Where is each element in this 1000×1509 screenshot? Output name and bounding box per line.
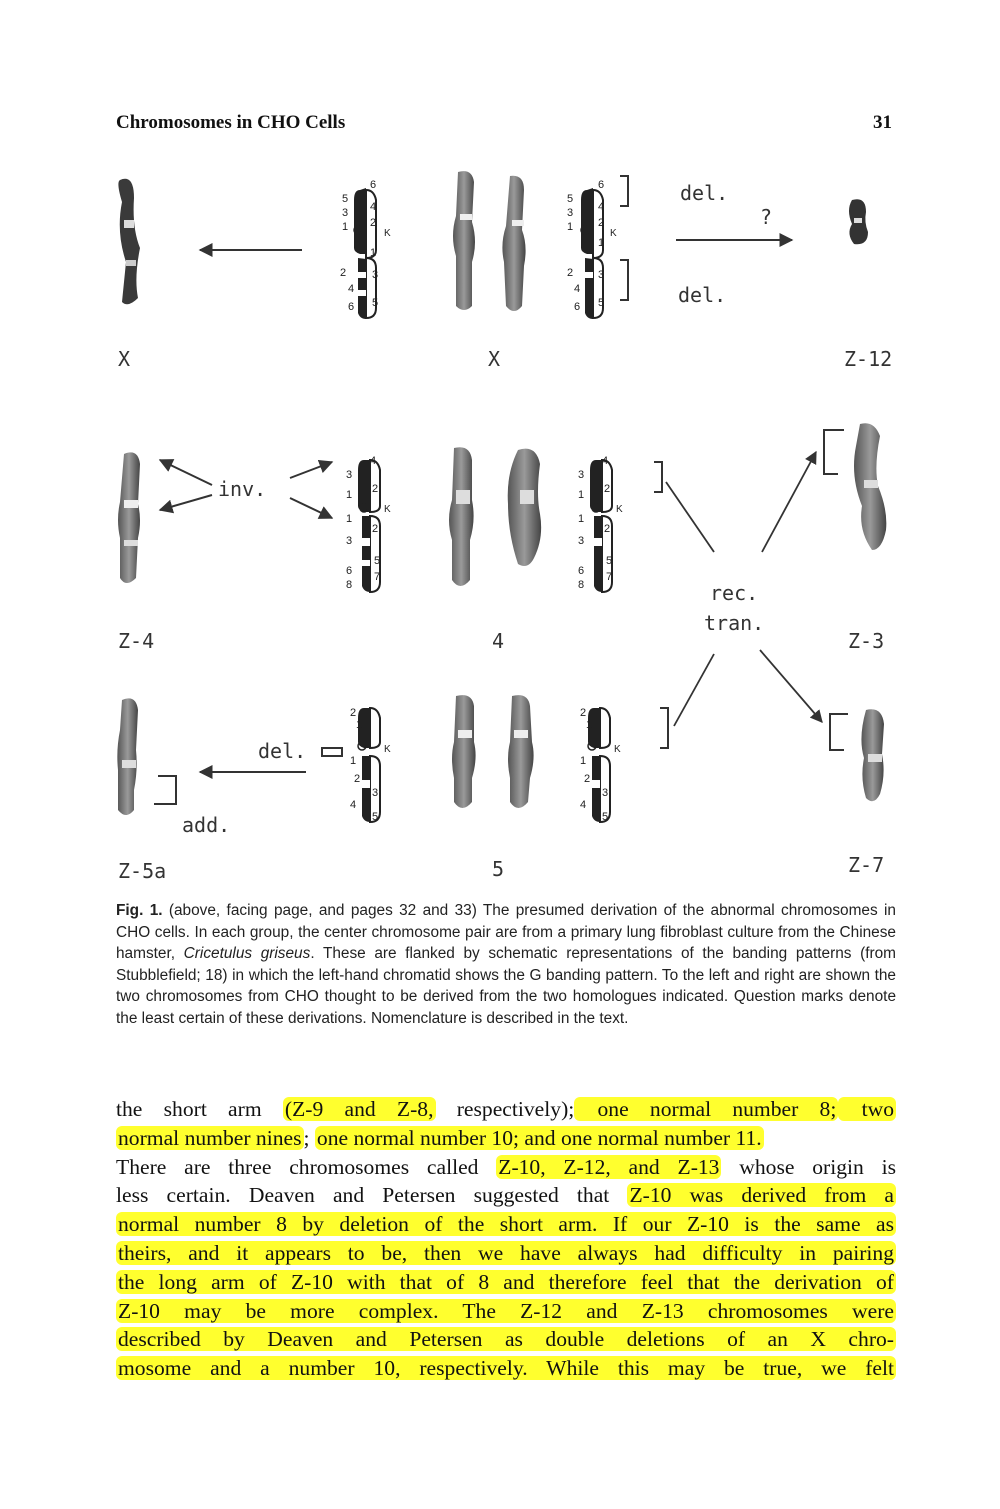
band-num: 1 xyxy=(567,221,574,233)
highlight: theirs, and it appears to be, then we have always had difficulty in pairing xyxy=(118,1240,894,1265)
band-num: K xyxy=(384,744,391,755)
chromosome-photo-z3 xyxy=(854,423,886,550)
annotation-del-top: del. xyxy=(680,181,729,205)
band-num: 6 xyxy=(598,179,605,191)
band-num: 1 xyxy=(370,247,377,259)
highlight: described by Deaven and Petersen as double deletions of an X chro- xyxy=(118,1327,894,1352)
body-line-3 xyxy=(116,1153,896,1182)
row-1-left-label: X xyxy=(118,347,131,371)
band-num: 6 xyxy=(578,565,585,577)
annotation-inv: inv. xyxy=(218,477,267,501)
band-num: 1 xyxy=(586,719,593,731)
highlight: Z-10 was derived from a xyxy=(629,1183,894,1208)
band-schematic-4-2 xyxy=(578,455,662,592)
arrow xyxy=(762,452,816,552)
band-num: 3 xyxy=(346,469,353,481)
question-mark: ? xyxy=(760,205,773,229)
band-schematic-x-1 xyxy=(340,179,391,319)
chromosome-photo-z4 xyxy=(118,452,140,583)
highlight: normal number nines xyxy=(118,1125,302,1150)
highlight: (Z-9 and Z-8, xyxy=(284,1097,434,1121)
caption-text-2: . These are flanked by schematic representations of the banding patterns (from Stubblefield; 18) in which the left-hand chromatid shows the G banding pattern. To the left and right are shown the two chromosomes from CHO thought to be derived from the two homologues indicated. Question marks denote the least certain of these derivations. Nomenclature is described in the text. xyxy=(116,945,896,1027)
band-num: 4 xyxy=(370,455,377,467)
row-1 xyxy=(118,171,892,371)
band-num: 2 xyxy=(584,773,591,785)
band-num: 5 xyxy=(598,297,605,309)
band-num: 3 xyxy=(602,787,609,799)
chromosome-photo-x-left xyxy=(118,179,140,304)
row-1-center-label: X xyxy=(488,347,501,371)
text-run: whose origin is xyxy=(721,1154,896,1179)
band-num: 7 xyxy=(374,571,381,583)
arrow xyxy=(160,495,212,510)
band-num: 2 xyxy=(354,773,361,785)
band-num: 4 xyxy=(574,283,581,295)
band-num: K xyxy=(610,228,617,239)
chromosome-photo-z5a xyxy=(117,698,138,815)
line xyxy=(666,482,714,552)
body-line-8 xyxy=(116,1297,896,1326)
band-num: 5 xyxy=(606,555,613,567)
band-num: 3 xyxy=(342,207,349,219)
text-run: ; xyxy=(303,1125,315,1150)
band-num: 1 xyxy=(346,513,353,525)
band-num: 3 xyxy=(578,535,585,547)
row-3-left-label: Z-5a xyxy=(118,859,167,883)
band-num: 5 xyxy=(372,297,379,309)
caption-species: Cricetulus griseus xyxy=(183,945,311,962)
highlight: mosome and a number 10, respectively. While this may be true, we felt xyxy=(118,1356,894,1381)
highlight: Z-10 may be more complex. The Z-12 and Z-13 chromosomes were xyxy=(118,1298,894,1323)
page-number: 31 xyxy=(873,112,892,133)
row-2-right-label: Z-3 xyxy=(848,629,885,653)
band-schematic-5-1 xyxy=(350,707,391,823)
band-num: 6 xyxy=(370,179,377,191)
running-title: Chromosomes in CHO Cells xyxy=(116,112,346,133)
band-num: 7 xyxy=(606,571,613,583)
body-line-2 xyxy=(116,1124,896,1153)
band-num: K xyxy=(384,228,391,239)
band-num: 4 xyxy=(598,201,605,213)
band-num: 4 xyxy=(350,799,357,811)
band-num: 4 xyxy=(602,455,609,467)
band-num: 1 xyxy=(580,755,587,767)
band-num: 5 xyxy=(374,555,381,567)
band-num: 1 xyxy=(598,237,605,249)
band-num: 8 xyxy=(346,579,353,591)
band-num: 6 xyxy=(348,301,355,313)
body-line-5 xyxy=(116,1210,896,1239)
band-num: 5 xyxy=(567,193,574,205)
annotation-del-bottom: del. xyxy=(678,283,727,307)
body-line-9 xyxy=(116,1325,896,1354)
band-num: 1 xyxy=(346,489,353,501)
band-schematic-x-2 xyxy=(567,176,628,319)
label-rec: rec. xyxy=(710,581,759,605)
highlight: one normal number 8; xyxy=(576,1097,837,1121)
band-num: 3 xyxy=(578,469,585,481)
row-2-center-label: 4 xyxy=(492,629,505,653)
band-num: 4 xyxy=(348,283,355,295)
band-schematic-4-1 xyxy=(346,455,391,592)
band-num: 1 xyxy=(350,755,357,767)
row-2-left-label: Z-4 xyxy=(118,629,155,653)
figure-1 xyxy=(100,160,900,890)
band-num: 2 xyxy=(370,217,377,229)
chromosome-photo-x-pair xyxy=(453,171,526,311)
band-num: K xyxy=(616,504,623,515)
band-schematic-5-2 xyxy=(580,707,668,823)
band-num: 3 xyxy=(346,535,353,547)
body-line-7 xyxy=(116,1268,896,1297)
band-num: 6 xyxy=(574,301,581,313)
annotation-add: add. xyxy=(182,813,231,837)
row-2 xyxy=(118,423,886,653)
band-num: 1 xyxy=(356,719,363,731)
body-text xyxy=(116,1095,896,1383)
body-line-10 xyxy=(116,1354,896,1383)
arrow xyxy=(160,460,212,485)
band-num: 6 xyxy=(346,565,353,577)
band-num: 2 xyxy=(580,707,587,719)
chromosome-photo-z12 xyxy=(849,199,868,244)
highlight: the long arm of Z-10 with that of 8 and therefore feel that the derivation of xyxy=(118,1269,894,1294)
highlight: two xyxy=(840,1097,894,1121)
band-num: K xyxy=(614,744,621,755)
row-3 xyxy=(117,650,884,883)
band-num: 3 xyxy=(598,269,605,281)
band-num: 2 xyxy=(567,267,574,279)
arrow xyxy=(290,498,332,518)
band-num: 2 xyxy=(598,217,605,229)
band-num: K xyxy=(384,504,391,515)
band-num: 2 xyxy=(372,483,379,495)
band-num: 2 xyxy=(340,267,347,279)
arrow xyxy=(760,650,822,722)
body-line-1 xyxy=(116,1095,896,1124)
annotation-del: del. xyxy=(258,739,307,763)
band-num: 1 xyxy=(342,221,349,233)
band-num: 2 xyxy=(350,707,357,719)
band-num: 4 xyxy=(370,201,377,213)
band-num: 1 xyxy=(578,513,585,525)
text-run: the short arm xyxy=(116,1097,283,1121)
band-num: 2 xyxy=(372,523,379,535)
row-3-right-label: Z-7 xyxy=(848,853,885,877)
arrow xyxy=(290,462,332,478)
text-run: There are three chromosomes called xyxy=(116,1154,497,1179)
row-3-center-label: 5 xyxy=(492,857,505,881)
caption-text-1: (above, facing page, and pages 32 and 33) The presumed derivation of the abnormal chromosomes in CHO cells. In each group, the center chromosome pair are from a primary lung fibroblast culture from the Chinese hamster, xyxy=(116,902,896,962)
chromosome-photo-5-pair xyxy=(452,695,534,808)
text-run: less certain. Deaven and Petersen suggested that xyxy=(116,1183,628,1208)
highlight: Z-10, Z-12, and Z-13 xyxy=(498,1154,720,1179)
band-num: 3 xyxy=(372,787,379,799)
band-num: 8 xyxy=(578,579,585,591)
chromosome-figure xyxy=(100,160,900,890)
line xyxy=(674,654,714,726)
figure-caption xyxy=(116,900,896,1029)
band-num: 5 xyxy=(372,811,379,823)
body-line-6 xyxy=(116,1239,896,1268)
band-num: 1 xyxy=(578,489,585,501)
band-num: 3 xyxy=(567,207,574,219)
band-num: 5 xyxy=(342,193,349,205)
row-1-right-label: Z-12 xyxy=(844,347,893,371)
highlight: normal number 8 by deletion of the short arm. If our Z-10 is the same as xyxy=(118,1212,894,1237)
label-tran: tran. xyxy=(704,611,765,635)
text-run: respectively); xyxy=(435,1097,575,1121)
running-header xyxy=(116,112,892,134)
band-num: 5 xyxy=(602,811,609,823)
band-num: 3 xyxy=(372,269,379,281)
chromosome-photo-z7 xyxy=(861,709,884,801)
body-line-4 xyxy=(116,1181,896,1210)
figure-label: Fig. 1. xyxy=(116,902,163,919)
band-num: 4 xyxy=(580,799,587,811)
chromosome-photo-4-pair xyxy=(449,447,541,586)
band-num: 2 xyxy=(604,483,611,495)
highlight: one normal number 10; and one normal number 11. xyxy=(316,1125,762,1150)
band-num: 2 xyxy=(604,523,611,535)
